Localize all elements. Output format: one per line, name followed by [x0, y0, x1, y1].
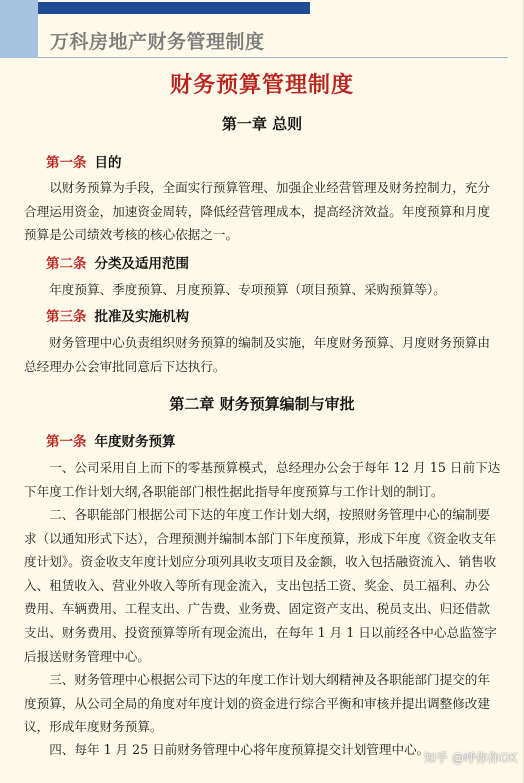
chapter-1-article-1-text: 以财务预算为手段，全面实行预算管理、加强企业经营管理及财务控制力，充分合理运用资金，加速资金周转，降低经营管理成本，提高经济效益。年度预算和月度预算是公司绩效考核的核心依据之一。 [24, 180, 490, 243]
header-title: 万科房地产财务管理制度 [50, 31, 265, 53]
article-number: 第一条 [46, 434, 87, 450]
chapter-1-article-3-text: 财务管理中心负责组织财务预算的编制及实施，年度财务预算、月度财务预算由总经理办公会审批同意后下达执行。 [24, 335, 490, 374]
chapter-2-paragraph-1: 一、公司采用自上而下的零基预算模式，总经理办公会于每年 12 月 15 日前下达下年度工作计划大纲,各职能部门根性据此指导年度预算与工作计划的制订。 [24, 460, 501, 499]
chapter-2-paragraph-3: 三、财务管理中心根据公司下达的年度工作计划大纲精神及各职能部门提交的年度预算，从公司全局的角度对年度计划的资金进行综合平衡和审核并提出调整修改建议，形成年度财务预算。 [24, 672, 490, 735]
chapter-1-article-3-heading [46, 305, 189, 325]
header-rule [38, 57, 508, 58]
article-name: 年度财务预算 [94, 434, 176, 450]
article-number: 第二条 [46, 256, 87, 272]
header-band-light [0, 0, 38, 58]
article-name: 批准及实施机构 [94, 309, 189, 325]
chapter-2-article-1-heading [46, 430, 176, 450]
chapter-1-article-1-heading [46, 151, 122, 171]
chapter-1-article-2-text: 年度预算、季度预算、月度预算、专项预算（项目预算、采购预算等）。 [49, 282, 446, 297]
header-band-dark [38, 2, 310, 14]
chapter-1-article-2-heading [46, 252, 189, 272]
document-title: 财务预算管理制度 [169, 72, 354, 98]
chapter-2-paragraph-2: 二、各职能部门根据公司下达的年度工作计划大纲，按照财务管理中心的编制要求（以通知形式下达），合理预测并编制本部门下年度预算，形成下年度《资金收支年度计划》。资金收支年度计划应分项列具收支项目及金额，收入包括融资流入、销售收入、租赁收入、营业外收入等所有现金流入，支出包括工资、奖金、员工福利、办公费用、车辆费用、工程支出、广告费、业务费、固定资产支出、税员支出、归还借款支出、财务费用、投资预算等所有现金流出，在每年 1 月 1 日以前经各中心总监签字后报送财务管理中心。 [24, 507, 497, 664]
chapter-1-heading: 第一章 总则 [221, 115, 303, 133]
article-name: 目的 [94, 155, 122, 171]
article-number: 第一条 [46, 155, 87, 171]
article-name: 分类及适用范围 [94, 256, 189, 272]
watermark: 知乎 @呼你你OK [424, 751, 518, 765]
chapter-2-paragraph-4: 四、每年 1 月 25 日前财务管理中心将年度预算提交计划管理中心。 [49, 742, 430, 757]
chapter-2-heading: 第二章 财务预算编制与审批 [169, 395, 355, 413]
article-number: 第三条 [46, 309, 87, 325]
